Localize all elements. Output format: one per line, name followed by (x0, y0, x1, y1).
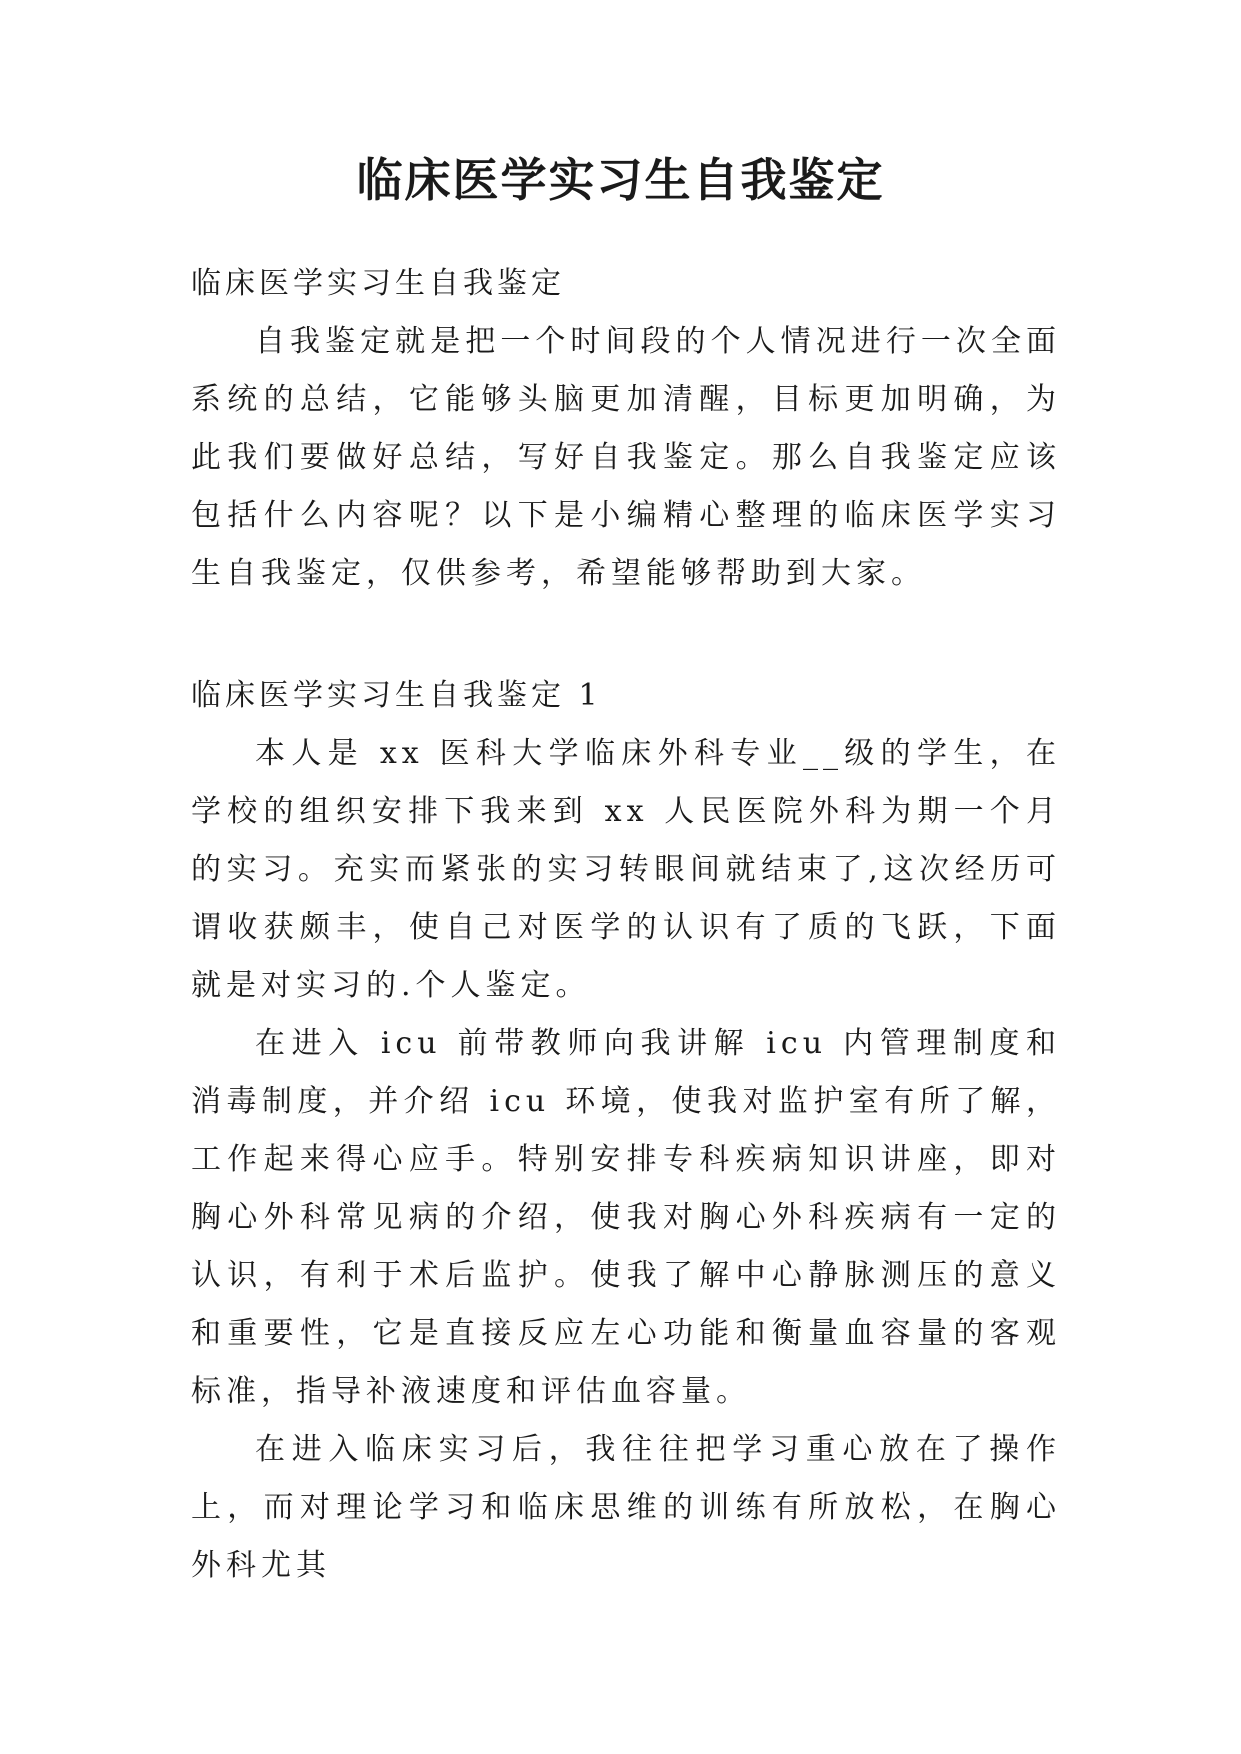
section1-paragraph-3: 在进入临床实习后，我往往把学习重心放在了操作上，而对理论学习和临床思维的训练有所放松，在胸心外科尤其 (191, 1432, 1061, 1583)
section1-paragraph-1: 本人是 xx 医科大学临床外科专业__级的学生，在学校的组织安排下我来到 xx 人民医院外科为期一个月的实习。充实而紧张的实习转眼间就结束了,这次经历可谓收获颇丰，使自己对医学的认识有了质的飞跃，下面就是对实习的.个人鉴定。 (191, 736, 1061, 1003)
section1-paragraph-2: 在进入 icu 前带教师向我讲解 icu 内管理制度和消毒制度，并介绍 icu 环境，使我对监护室有所了解，工作起来得心应手。特别安排专科疾病知识讲座，即对胸心外科常见病的介绍，使我对胸心外科疾病有一定的认识，有利于术后监护。使我了解中心静脉测压的意义和重要性，它是直接反应左心功能和衡量血容量的客观标准，指导补液速度和评估血容量。 (191, 1026, 1061, 1409)
document-body (191, 255, 1061, 1595)
intro-paragraph: 自我鉴定就是把一个时间段的个人情况进行一次全面系统的总结，它能够头脑更加清醒，目标更加明确，为此我们要做好总结，写好自我鉴定。那么自我鉴定应该包括什么内容呢？以下是小编精心整理的临床医学实习生自我鉴定，仅供参考，希望能够帮助到大家。 (191, 324, 1061, 591)
document-title: 临床医学实习生自我鉴定 (356, 153, 885, 207)
section1-heading: 临床医学实习生自我鉴定 1 (191, 678, 602, 713)
section-spacer (191, 603, 1061, 667)
intro-heading: 临床医学实习生自我鉴定 (191, 266, 565, 301)
